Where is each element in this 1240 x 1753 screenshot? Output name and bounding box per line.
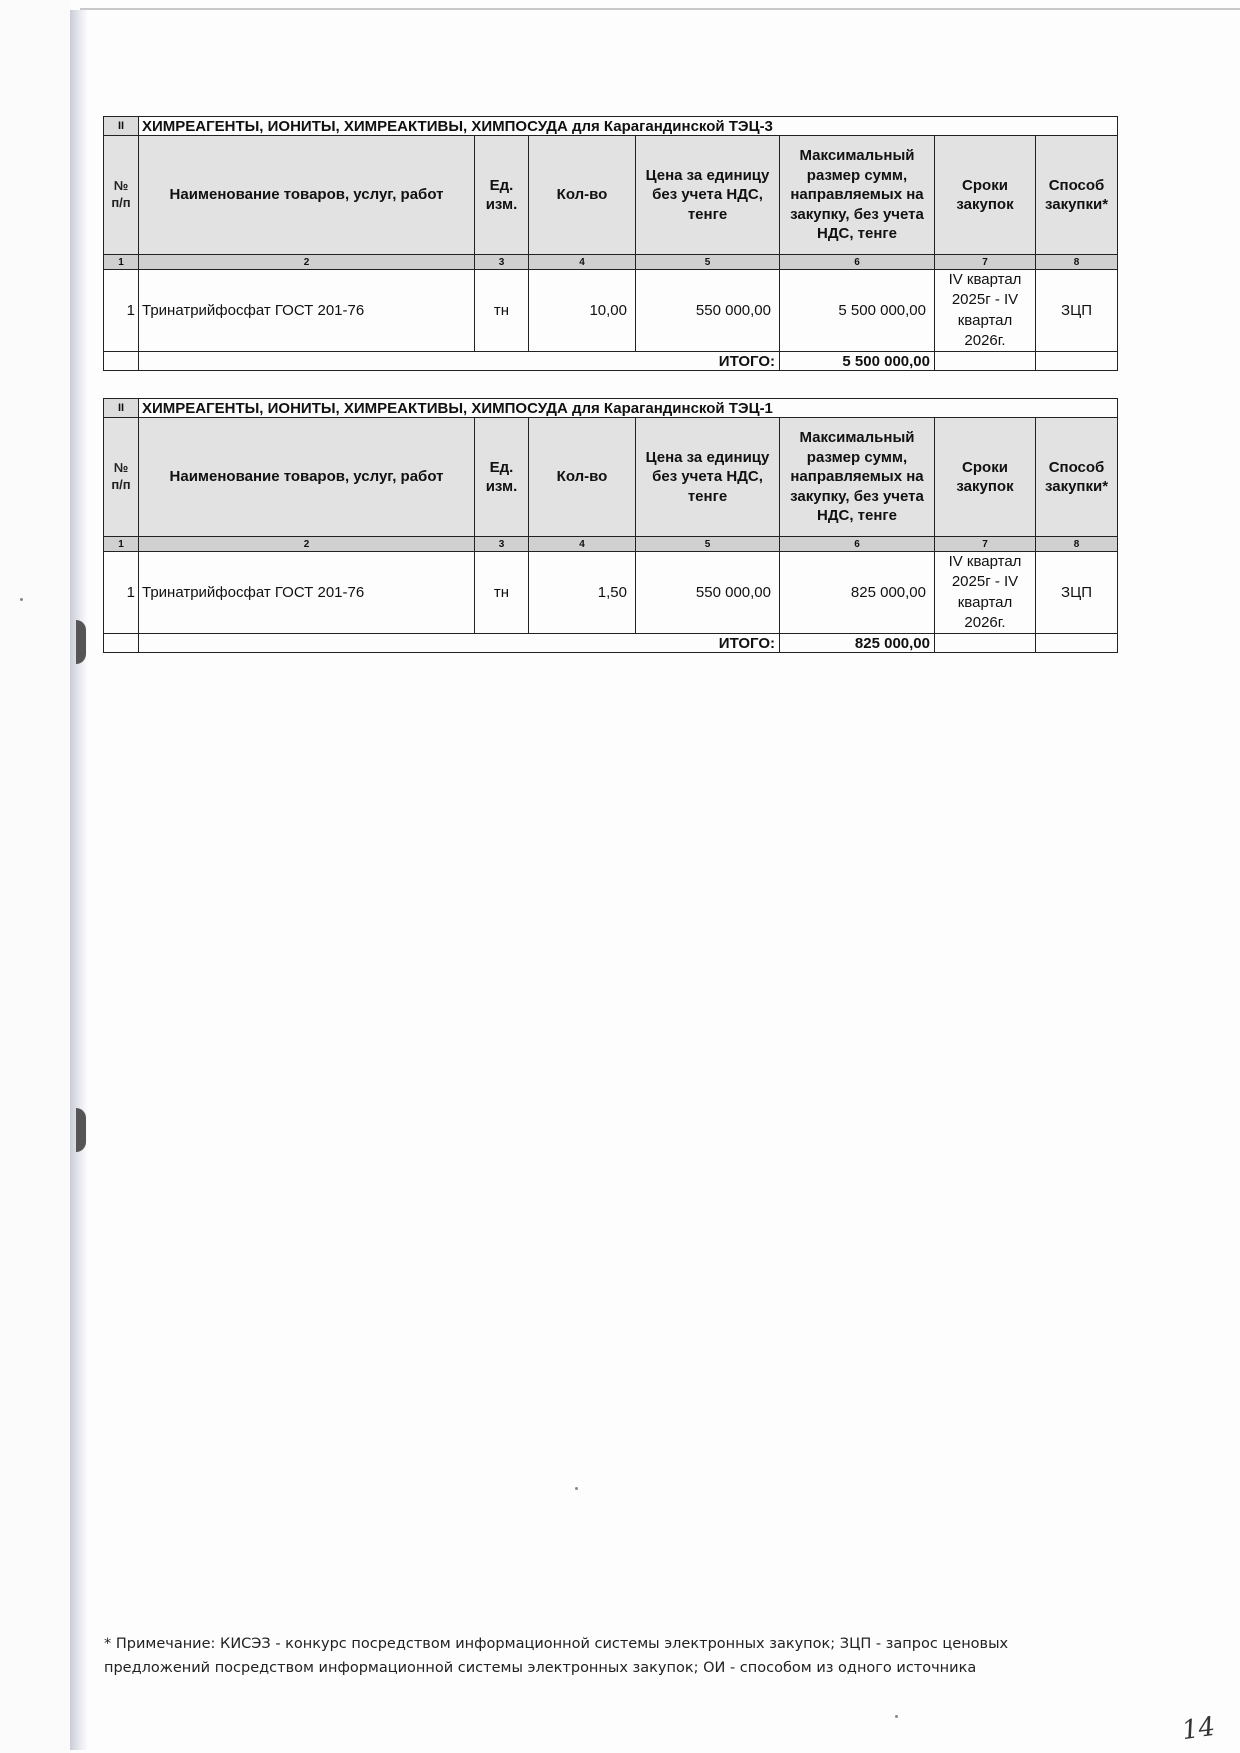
total-label: ИТОГО:: [139, 634, 780, 653]
total-empty: [1036, 352, 1118, 371]
item-method: ЗЦП: [1036, 270, 1118, 352]
header-unit: Ед. изм.: [475, 136, 529, 255]
scan-speck: [575, 1487, 578, 1490]
item-quantity: 10,00: [529, 270, 636, 352]
header-method: Способ закупки*: [1036, 418, 1118, 537]
section-title-row: [104, 117, 1118, 136]
header-method: Способ закупки*: [1036, 136, 1118, 255]
column-index: 3: [475, 255, 529, 270]
total-empty: [935, 634, 1036, 653]
punch-hole-mark: [76, 1108, 86, 1152]
procurement-table-tec3: [103, 116, 1118, 371]
total-empty: [1036, 634, 1118, 653]
row-number: 1: [104, 270, 139, 352]
column-index: 5: [636, 255, 780, 270]
section-title: ХИМРЕАГЕНТЫ, ИОНИТЫ, ХИМРЕАКТИВЫ, ХИМПОСУДА для Карагандинской ТЭЦ-3: [139, 117, 1118, 136]
header-quantity: Кол-во: [529, 418, 636, 537]
item-quantity: 1,50: [529, 552, 636, 634]
column-index-row: [104, 537, 1118, 552]
header-name: Наименование товаров, услуг, работ: [139, 418, 475, 537]
header-price: Цена за единицу без учета НДС, тенге: [636, 136, 780, 255]
column-index: 4: [529, 537, 636, 552]
scan-speck: [895, 1715, 898, 1718]
scan-fold-shadow: [70, 10, 88, 1750]
item-terms: [935, 552, 1036, 634]
header-number: № п/п: [104, 418, 139, 537]
section-number: II: [104, 399, 139, 418]
item-method: ЗЦП: [1036, 552, 1118, 634]
item-unit: тн: [475, 270, 529, 352]
column-index: 1: [104, 255, 139, 270]
header-number: № п/п: [104, 136, 139, 255]
header-terms: Сроки закупок: [935, 136, 1036, 255]
item-name: Тринатрийфосфат ГОСТ 201-76: [139, 552, 475, 634]
header-max-sum: Максимальный размер сумм, направляемых на закупку, без учета НДС, тенге: [780, 418, 935, 537]
header-terms: Сроки закупок: [935, 418, 1036, 537]
table-row: [104, 552, 1118, 634]
handwritten-page-number: 14: [1180, 1711, 1218, 1747]
header-price: Цена за единицу без учета НДС, тенге: [636, 418, 780, 537]
item-terms: [935, 270, 1036, 352]
terms-line: квартал: [957, 593, 1013, 611]
terms-line: IV квартал: [948, 271, 1022, 288]
column-index: 7: [935, 255, 1036, 270]
column-index: 6: [780, 537, 935, 552]
item-price: 550 000,00: [636, 270, 780, 352]
item-price: 550 000,00: [636, 552, 780, 634]
item-max-sum: 5 500 000,00: [780, 270, 935, 352]
total-empty: [935, 352, 1036, 371]
item-name: Тринатрийфосфат ГОСТ 201-76: [139, 270, 475, 352]
column-index: 8: [1036, 537, 1118, 552]
column-index: 2: [139, 537, 475, 552]
page-left-margin: [0, 0, 70, 1753]
column-index: 8: [1036, 255, 1118, 270]
punch-hole-mark: [76, 620, 86, 664]
terms-line: IV квартал: [948, 553, 1022, 570]
footnote: * Примечание: КИСЭЗ - конкурс посредством информационной системы электронных закупок; ЗЦП - запрос ценовых предложений посредством информационной системы электронных закупок; ОИ - способом из одного источника: [104, 1636, 1009, 1676]
scan-speck: [20, 598, 23, 601]
item-max-sum: 825 000,00: [780, 552, 935, 634]
section-title-row: [104, 399, 1118, 418]
column-header-row: [104, 418, 1118, 537]
section-number: II: [104, 117, 139, 136]
column-index: 4: [529, 255, 636, 270]
total-value: 5 500 000,00: [780, 352, 935, 371]
total-spacer: [104, 634, 139, 653]
header-name: Наименование товаров, услуг, работ: [139, 136, 475, 255]
total-value: 825 000,00: [780, 634, 935, 653]
total-spacer: [104, 352, 139, 371]
column-header-row: [104, 136, 1118, 255]
column-index: 1: [104, 537, 139, 552]
row-number: 1: [104, 552, 139, 634]
column-index-row: [104, 255, 1118, 270]
header-quantity: Кол-во: [529, 136, 636, 255]
terms-line: 2026г.: [964, 613, 1006, 631]
header-max-sum: Максимальный размер сумм, направляемых на закупку, без учета НДС, тенге: [780, 136, 935, 255]
terms-line: 2026г.: [964, 331, 1006, 349]
procurement-table-tec1: [103, 398, 1118, 653]
terms-line: квартал: [957, 311, 1013, 329]
column-index: 5: [636, 537, 780, 552]
terms-line: 2025г - IV: [951, 573, 1019, 591]
item-unit: тн: [475, 552, 529, 634]
header-unit: Ед. изм.: [475, 418, 529, 537]
section-title: ХИМРЕАГЕНТЫ, ИОНИТЫ, ХИМРЕАКТИВЫ, ХИМПОСУДА для Карагандинской ТЭЦ-1: [139, 399, 1118, 418]
column-index: 3: [475, 537, 529, 552]
total-row: [104, 634, 1118, 653]
table-row: [104, 270, 1118, 352]
total-row: [104, 352, 1118, 371]
column-index: 6: [780, 255, 935, 270]
scan-top-edge: [80, 8, 1240, 10]
column-index: 7: [935, 537, 1036, 552]
column-index: 2: [139, 255, 475, 270]
terms-line: 2025г - IV: [951, 291, 1019, 309]
total-label: ИТОГО:: [139, 352, 780, 371]
